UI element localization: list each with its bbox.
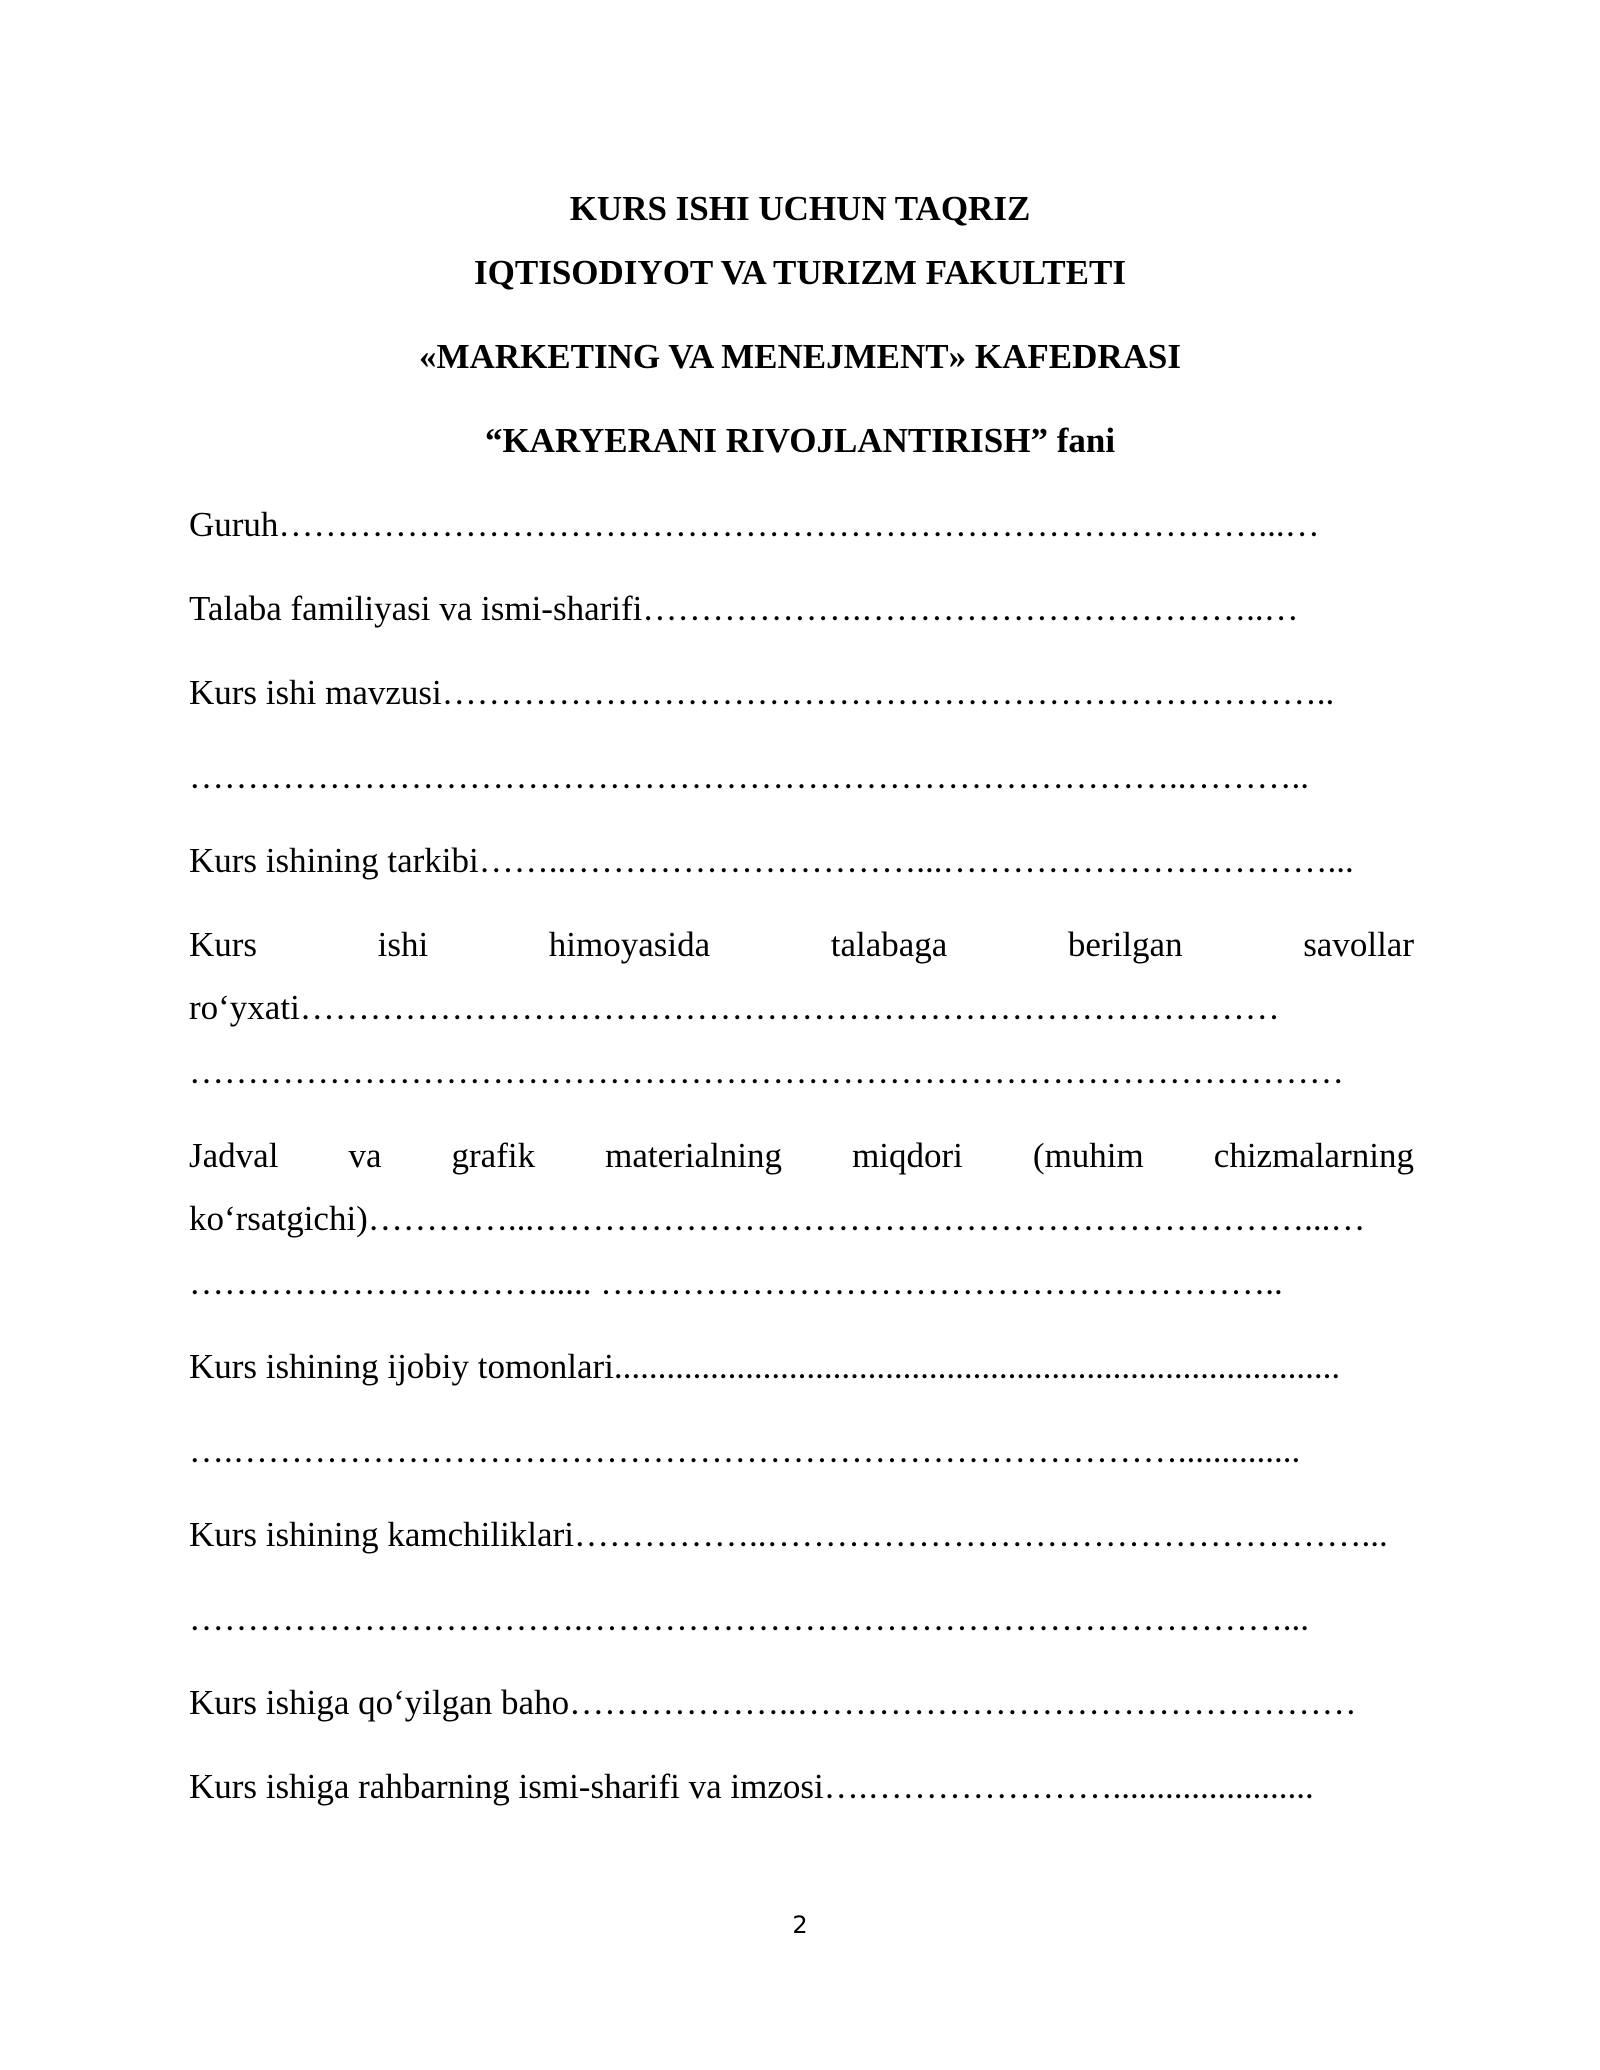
grade-field: Kurs ishiga qo‘yilgan baho………………..………………………………………… <box>189 1683 1357 1722</box>
topic-field: Kurs ishi mavzusi………………………………………………………………….. <box>189 673 1335 712</box>
topic-continuation-line: …………………………………………………………………………..……….. <box>189 757 1309 796</box>
positives-continuation-line: ….……………………………………………………………………….............. <box>189 1431 1301 1470</box>
department-name: «MARKETING VA MENEJMENT» KAFEDRASI <box>419 337 1181 376</box>
questions-field: ro‘yxati………………………………………………………………………… <box>189 988 1280 1027</box>
group-field: Guruh…………………………………………………………………………...… <box>189 505 1320 544</box>
faculty-name: IQTISODIYOT VA TURIZM FAKULTETI <box>474 253 1126 292</box>
subject-name: “KARYERANI RIVOJLANTIRISH” fani <box>484 421 1116 460</box>
structure-field: Kurs ishining tarkibi……..…………………………...……………………………... <box>189 841 1354 880</box>
student-name-field: Talaba familiyasi va ismi-sharifi……………….……………………………..… <box>189 589 1299 628</box>
questions-word: Kurs <box>189 925 258 964</box>
questions-word: berilgan <box>1067 925 1183 964</box>
materials-word: grafik <box>451 1136 536 1175</box>
questions-word: talabaga <box>830 925 948 964</box>
shortcomings-field: Kurs ishining kamchiliklari……………..……………………………………………... <box>189 1515 1388 1554</box>
questions-word: himoyasida <box>548 925 711 964</box>
questions-label <box>189 925 1414 965</box>
supervisor-signature-field: Kurs ishiga rahbarning ismi-sharifi va imzosi….…………………....................... <box>189 1767 1314 1806</box>
materials-word: materialning <box>605 1136 783 1175</box>
materials-continuation-line: …………………………...... ………………………………………………….. <box>189 1263 1283 1302</box>
review-title: KURS ISHI UCHUN TAQRIZ <box>569 189 1031 228</box>
materials-word: va <box>348 1136 382 1175</box>
materials-word: Jadval <box>189 1136 279 1175</box>
materials-field: ko‘rsatgichi)…………...…………………………………………………………...… <box>189 1199 1366 1238</box>
materials-label <box>189 1136 1414 1176</box>
materials-word: miqdori <box>852 1136 963 1175</box>
questions-word: ishi <box>377 925 429 964</box>
positives-field: Kurs ishining ijobiy tomonlari................................................................................... <box>189 1347 1341 1386</box>
shortcomings-continuation-line: …………………………….……………………………………………………... <box>189 1599 1309 1638</box>
page-number: 2 <box>792 1911 808 1939</box>
materials-word: (muhim <box>1032 1136 1144 1175</box>
materials-word: chizmalarning <box>1213 1136 1414 1175</box>
questions-word: savollar <box>1303 925 1414 964</box>
questions-continuation-line: ……………………………………………………………………………………… <box>189 1052 1344 1091</box>
